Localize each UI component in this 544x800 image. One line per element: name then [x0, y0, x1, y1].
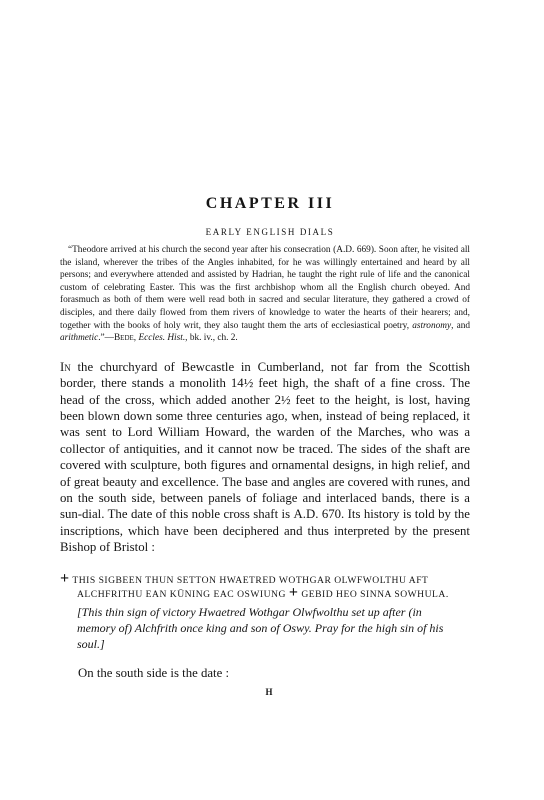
runic-inscription: [60, 569, 470, 602]
epigraph-arithmetic: arithmetic: [60, 333, 99, 344]
inscription-line-1-text: THIS SIGBEEN THUN SETTON HWAETRED WOTHGAR OLWFWOLTHU AFT: [72, 574, 429, 586]
inscription-line-1: [60, 569, 470, 588]
body-text-1: the churchyard of Bewcastle in Cumberland, not far from the Scottish border, there stands a monolith 14½ feet high, the shaft of a fine cross. The head of the cross, which added another 2½ feet to the height, is lost, having been blown down some three centuries ago, when, instead of being replaced, it was sent to Lord William Howard, the warden of the Marches, who was a collector of antiquities, and it cannot now be traced. The sides of the shaft are covered with sculpture, both figures and ornamental designs, in high relief, and of great beauty and excellence. The base and angles are covered with runes, and on the south side, between panels of foliage and interlaced bands, there is a sun-dial. The date of this noble cross shaft is: [60, 359, 470, 522]
epigraph-and: , and: [451, 320, 470, 331]
inscription-line-2b-text: GEBID HEO SINNA SOWHULA.: [301, 588, 449, 600]
epigraph-quote: [60, 244, 470, 345]
south-side-line: On the south side is the date :: [78, 665, 230, 680]
signature-mark: H: [265, 686, 273, 697]
epigraph-close: .”—: [98, 333, 114, 344]
body-ad: A.D.: [293, 507, 319, 522]
chapter-subtitle: EARLY ENGLISH DIALS: [205, 227, 335, 237]
epigraph-text-1: “Theodore arrived at his church the second year after his consecration (: [68, 245, 337, 255]
book-page: [60, 195, 470, 697]
epigraph-source: Eccles. Hist.: [138, 333, 186, 344]
epigraph-text-2: 669). Soon after, he visited all the island, wherever the tribes of the Angles inhabited, for he was willingly entertained and heard by all persons; and everywhere attended and assisted by Hadrian, he taught the right rule of life and the canonical custom of celebrating Easter. This was the first archbishop whom all the English church obeyed. And forasmuch as both of them were well read both in sacred and secular literature, they gathered a crowd of disciples, and there daily flowed from them rivers of knowledge to water the hearts of their hearers; and, together with the books of holy writ, they also taught them the arts of ecclesiastical poetry,: [60, 245, 470, 331]
epigraph-astronomy: astronomy: [412, 320, 452, 331]
inscription-line-2: [60, 583, 470, 602]
inscription-line-2a-text: ALCHFRITHU EAN KŪNING EAC OSWIUNG: [77, 588, 286, 600]
epigraph-ref: , bk. iv., ch. 2.: [185, 333, 238, 344]
inscription-translation: [This thin sign of victory Hwaetred Wothgar Olwfwolthu set up after (in memory of) Alchfrith once king and son of Oswy. Pray for the high sin of his soul.]: [77, 604, 444, 651]
body-text-2: 670. Its history is told by the inscriptions, which have been deciphered and thus interpreted by the present Bishop of Bristol :: [60, 507, 470, 555]
body-first-word: In: [60, 359, 71, 374]
epigraph-sep: ,: [133, 333, 139, 344]
body-paragraph: [60, 359, 470, 556]
epigraph-ad: A.D.: [336, 245, 355, 255]
epigraph-author: Bede: [113, 333, 134, 344]
cross-icon: +: [60, 569, 70, 587]
chapter-title: CHAPTER III: [205, 195, 335, 212]
cross-icon: +: [288, 583, 299, 601]
